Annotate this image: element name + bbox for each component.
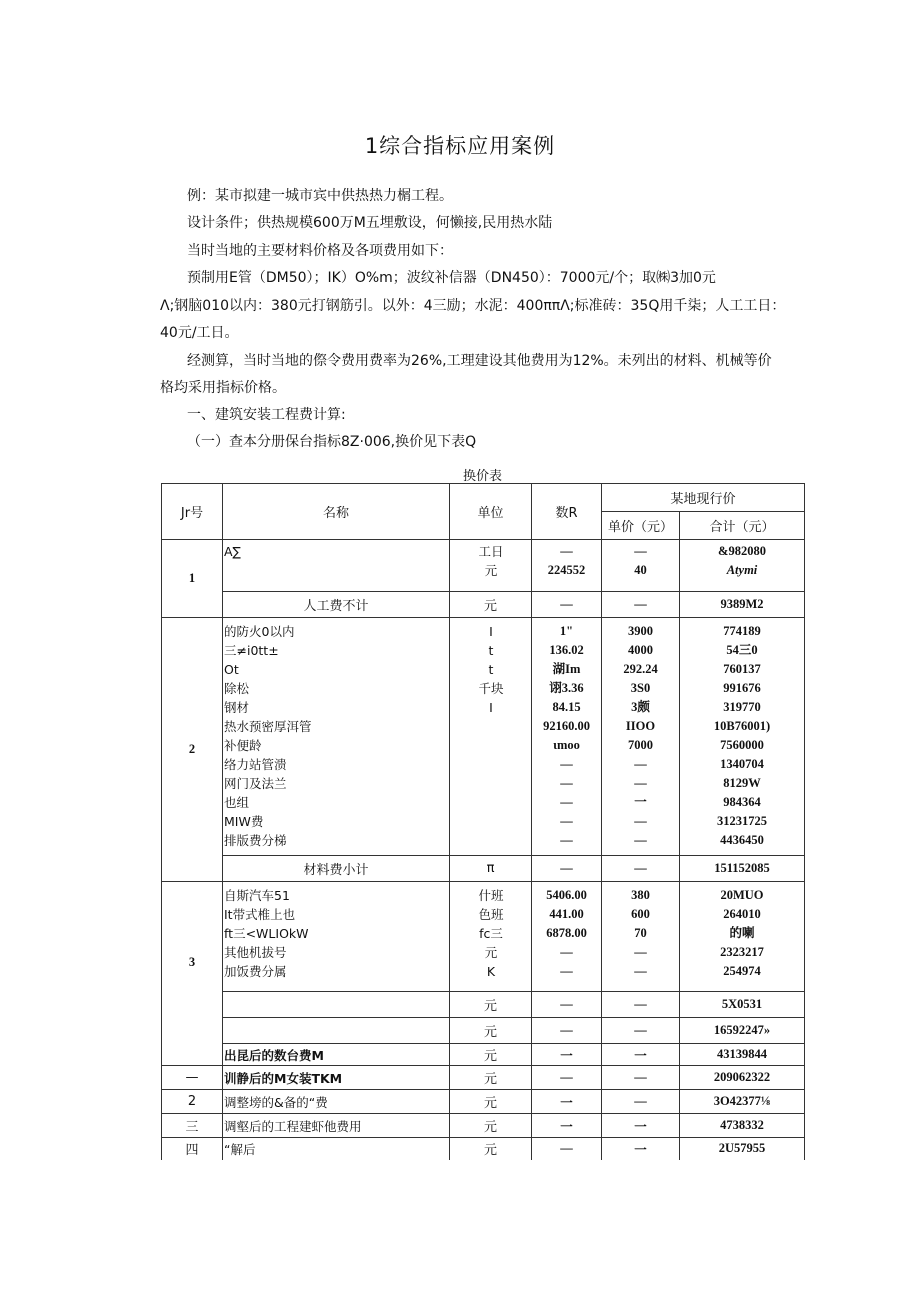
subsection-heading: （一）查本分册保台指标8Z·006,换价见下表Q: [187, 434, 477, 450]
item-unit: [450, 812, 531, 831]
paragraph-rates-line2: 格均采用指标价格。: [160, 380, 286, 396]
header-local-price: 某地现行价: [602, 484, 805, 512]
summary-qty: 一: [532, 1090, 602, 1114]
extra-name: [223, 992, 450, 1018]
item-name: 三≠i0tt±: [224, 643, 279, 658]
table-caption: 换价表: [462, 469, 502, 484]
table-row-summary: [162, 1090, 805, 1114]
item-price: 600: [631, 907, 650, 921]
item-total: 319770: [723, 700, 761, 714]
paragraph-example: 例：某市拟建一城市宾中供热热力榍工程。: [187, 188, 453, 204]
extra-qty: 一: [532, 1044, 602, 1066]
summary-price: —: [602, 1066, 680, 1090]
paragraph-rates-line1: 经测算，当时当地的傺令费用费率为26%,工理建设其他费用为12%。未列出的材料、机械等价: [187, 353, 772, 369]
summary-unit: 元: [450, 1090, 532, 1114]
item-qty: 6878.00: [546, 926, 587, 940]
subtotal-price: —: [602, 856, 680, 882]
item-total: 760137: [723, 662, 761, 676]
page-title: 1综合指标应用案例: [364, 134, 556, 158]
item-qty: —: [560, 833, 573, 847]
summary-total: 2U57955: [680, 1138, 805, 1160]
summary-no: —: [162, 1066, 223, 1090]
item-name: ft三<WLIOkW: [224, 926, 309, 941]
item-name: 钢材: [224, 700, 250, 715]
extra-name: [223, 1018, 450, 1044]
item-name: A∑: [224, 544, 241, 559]
item-unit: fc三: [479, 926, 503, 941]
item-unit: 千块: [478, 681, 504, 696]
item-qty: —: [560, 795, 573, 809]
item-total: Atymi: [726, 563, 758, 577]
extra-total: 16592247»: [680, 1018, 805, 1044]
item-name: 补便龄: [224, 738, 262, 753]
table-row-summary: [162, 1138, 805, 1160]
summary-name: 调壑后的工程建虾他费用: [223, 1114, 450, 1138]
item-qty: 224552: [547, 563, 586, 577]
summary-total: 3O42377⅛: [680, 1090, 805, 1114]
item-price: 3S0: [630, 681, 651, 695]
item-name: 热水预密厚洱管: [224, 719, 312, 734]
item-name: 除松: [224, 681, 250, 696]
header-unit: 单位: [450, 484, 532, 540]
summary-unit: 元: [450, 1114, 532, 1138]
item-price: 380: [631, 888, 650, 902]
extra-qty: —: [532, 1018, 602, 1044]
item-unit: I: [489, 700, 493, 715]
item-total: 264010: [723, 907, 761, 921]
item-qty: 441.00: [549, 907, 584, 921]
item-total: 254974: [723, 964, 761, 978]
item-qty: —: [560, 776, 573, 790]
item-total: 7560000: [720, 738, 764, 752]
item-price: —: [634, 544, 647, 558]
summary-total: 209062322: [680, 1066, 805, 1090]
summary-name: 调整塝的&备的“费: [223, 1090, 450, 1114]
item-total: &982080: [718, 544, 766, 558]
item-unit: [450, 793, 531, 812]
extra-unit: 元: [450, 1044, 532, 1066]
item-total: 8129W: [723, 776, 761, 790]
header-no: Jr号: [162, 484, 223, 540]
item-price: —: [634, 945, 647, 959]
table-row-summary: [162, 1066, 805, 1090]
paragraph-prices-line2: Λ;钢脑010以内：380元打钢筋引。以外：4三励；水泥：400ππΛ;标准砖：35Q用千柒；人工工日：: [160, 298, 786, 314]
item-qty: 诩3.36: [549, 681, 584, 695]
item-qty: —: [560, 814, 573, 828]
group-no: 1: [162, 540, 223, 618]
item-unit: t: [488, 662, 494, 677]
item-qty: ιmoo: [553, 738, 580, 752]
item-total: 的喇: [729, 926, 755, 940]
item-unit: K: [486, 964, 496, 979]
item-unit: 元: [484, 563, 498, 578]
subtotal-total: 9389M2: [680, 592, 805, 618]
price-table: [161, 483, 805, 1160]
extra-price: 一: [602, 1044, 680, 1066]
subtotal-unit: π: [450, 856, 532, 882]
item-unit: 色班: [478, 907, 504, 922]
item-total: 31231725: [717, 814, 767, 828]
summary-unit: 元: [450, 1066, 532, 1090]
item-price: 3900: [628, 624, 653, 638]
item-unit: 什班: [478, 888, 504, 903]
item-qty: —: [560, 945, 573, 959]
item-name: 加饭费分属: [224, 964, 287, 979]
summary-name: “解后: [223, 1138, 450, 1160]
summary-no: 四: [162, 1138, 223, 1160]
item-name: 络力站管溃: [224, 757, 287, 772]
item-unit: [450, 831, 531, 850]
item-name: [223, 561, 449, 580]
item-price: —: [634, 964, 647, 978]
paragraph-prices-intro: 当时当地的主要材料价格及各项费用如下：: [187, 243, 453, 259]
summary-qty: —: [532, 1138, 602, 1160]
summary-name: 训静后的M女装TKM: [223, 1066, 450, 1090]
item-qty: 136.02: [549, 643, 584, 657]
table-row: [162, 618, 805, 856]
item-price: 292.24: [623, 662, 658, 676]
item-price: 40: [634, 563, 647, 577]
item-price: —: [634, 833, 647, 847]
item-total: 4436450: [720, 833, 764, 847]
group-no: 2: [162, 618, 223, 882]
item-qty: 5406.00: [546, 888, 587, 902]
group-no: 3: [162, 882, 223, 1044]
item-qty: —: [560, 757, 573, 771]
table-row-subtotal: [162, 856, 805, 882]
subtotal-name: 材料费小计: [223, 856, 450, 882]
summary-price: —: [602, 1090, 680, 1114]
item-price: —: [634, 776, 647, 790]
table-row-summary: [162, 1114, 805, 1138]
item-price: IIOO: [625, 719, 656, 733]
summary-no: 三: [162, 1114, 223, 1138]
subtotal-qty: —: [532, 592, 602, 618]
summary-qty: 一: [532, 1114, 602, 1138]
item-price: —: [634, 757, 647, 771]
item-name: 自斯汽车51: [224, 888, 290, 903]
item-unit: [450, 755, 531, 774]
extra-total: 43139844: [680, 1044, 805, 1066]
table-row: [162, 540, 805, 592]
subtotal-unit: 元: [450, 592, 532, 618]
item-name: MIW费: [224, 814, 264, 829]
summary-no: 2: [162, 1090, 223, 1114]
summary-total: 4738332: [680, 1114, 805, 1138]
table-row: [162, 1018, 805, 1044]
header-total: 合计（元）: [680, 512, 805, 540]
extra-unit: 元: [450, 1018, 532, 1044]
item-qty: —: [560, 964, 573, 978]
subtotal-total: 151152085: [680, 856, 805, 882]
table-row: [162, 992, 805, 1018]
item-total: 10B76001): [713, 719, 771, 733]
summary-price: 一: [602, 1114, 680, 1138]
item-name: Ot: [224, 662, 239, 677]
item-qty: —: [560, 544, 573, 558]
group-no-cont: [162, 1044, 223, 1066]
item-unit: 元: [484, 945, 498, 960]
header-name: 名称: [223, 484, 450, 540]
item-name: 网门及法兰: [224, 776, 287, 791]
item-price: 3颇: [631, 700, 650, 714]
table-row: [162, 1044, 805, 1066]
item-total: 54三0: [726, 643, 758, 657]
item-unit: [450, 717, 531, 736]
item-total: 991676: [723, 681, 761, 695]
item-price: —: [634, 814, 647, 828]
extra-unit: 元: [450, 992, 532, 1018]
item-qty: 湖Im: [552, 662, 581, 676]
item-qty: 92160.00: [543, 719, 590, 733]
summary-qty: —: [532, 1066, 602, 1090]
table-row-subtotal: [162, 592, 805, 618]
item-unit: t: [488, 643, 494, 658]
subtotal-price: —: [602, 592, 680, 618]
item-price: 7000: [628, 738, 653, 752]
extra-price: —: [602, 1018, 680, 1044]
item-price: 70: [634, 926, 647, 940]
item-unit: [450, 736, 531, 755]
item-unit: I: [489, 624, 493, 639]
item-name: It带式椎上也: [224, 907, 296, 922]
summary-unit: 元: [450, 1138, 532, 1160]
item-qty: 84.15: [552, 700, 581, 714]
item-name: 其他机拔号: [224, 945, 287, 960]
section-heading: 一、建筑安装工程费计算:: [187, 407, 346, 423]
subtotal-qty: —: [532, 856, 602, 882]
paragraph-prices-line1: 预制用E管（DM50）；IK）O%m；波纹补信器（DN450）：7000元/个；取㈱3加0元: [187, 270, 716, 286]
summary-price: 一: [602, 1138, 680, 1160]
header-qty: 数R: [532, 484, 602, 540]
item-unit: [450, 774, 531, 793]
item-name: 排版费分梯: [224, 833, 287, 848]
paragraph-prices-line3: 40元/工日。: [160, 325, 239, 341]
item-name: 的防火0以内: [224, 624, 295, 639]
extra-total: 5X0531: [680, 992, 805, 1018]
item-name: 也组: [224, 795, 250, 810]
item-total: 1340704: [720, 757, 764, 771]
extra-qty: —: [532, 992, 602, 1018]
extra-price: —: [602, 992, 680, 1018]
paragraph-design-conditions: 设计条件；供热规模600万M五埋敷设，何懒接,民用热水陆: [187, 215, 553, 231]
item-total: 984364: [723, 795, 761, 809]
extra-name: 出昆后的数台费M: [223, 1044, 450, 1066]
item-total: 774189: [723, 624, 761, 638]
item-price: 4000: [628, 643, 653, 657]
item-total: 2323217: [720, 945, 764, 959]
subtotal-name: 人工费不计: [223, 592, 450, 618]
item-total: 20MUO: [720, 888, 764, 902]
item-price: 一: [634, 795, 647, 809]
table-row: [162, 882, 805, 992]
item-unit: 工日: [478, 544, 504, 559]
item-qty: 1": [559, 624, 574, 638]
header-unit-price: 单价（元）: [602, 512, 680, 540]
